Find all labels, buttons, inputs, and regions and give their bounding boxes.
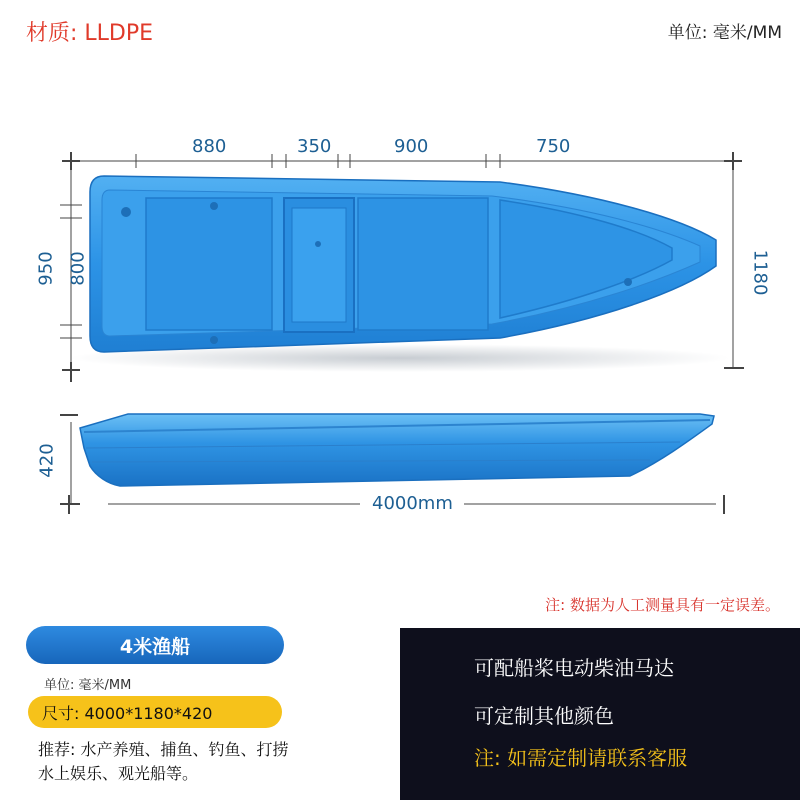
feature-motor: 可配船桨电动柴油马达 <box>474 656 674 680</box>
dim-880: 880 <box>192 136 227 157</box>
material-label: 材质: LLDPE <box>26 21 154 46</box>
right-dimension-line <box>724 170 744 368</box>
dim-350: 350 <box>297 136 332 157</box>
dim-950: 950 <box>35 251 57 286</box>
recommend-line-2: 水上娱乐、观光船等。 <box>38 764 199 783</box>
feature-contact: 注: 如需定制请联系客服 <box>474 746 688 770</box>
dim-1180: 1180 <box>749 249 771 296</box>
dim-800: 800 <box>67 251 89 286</box>
dim-900: 900 <box>394 136 429 157</box>
measurement-note: 注: 数据为人工测量具有一定误差。 <box>545 596 780 614</box>
unit-label: 单位: 毫米/MM <box>667 23 782 43</box>
boat-side-view <box>80 414 714 486</box>
dim-750: 750 <box>536 136 571 157</box>
dim-length: 4000mm <box>372 493 453 514</box>
product-unit: 单位: 毫米/MM <box>44 678 132 693</box>
recommend-line-1: 推荐: 水产养殖、捕鱼、钓鱼、打捞 <box>38 740 289 759</box>
dim-420: 420 <box>36 443 58 478</box>
boat-top-view <box>90 176 716 352</box>
feature-color: 可定制其他颜色 <box>474 704 614 728</box>
product-title: 4米渔船 <box>26 626 284 664</box>
recommend-text <box>38 738 368 786</box>
size-badge: 尺寸: 4000*1180*420 <box>28 696 282 728</box>
